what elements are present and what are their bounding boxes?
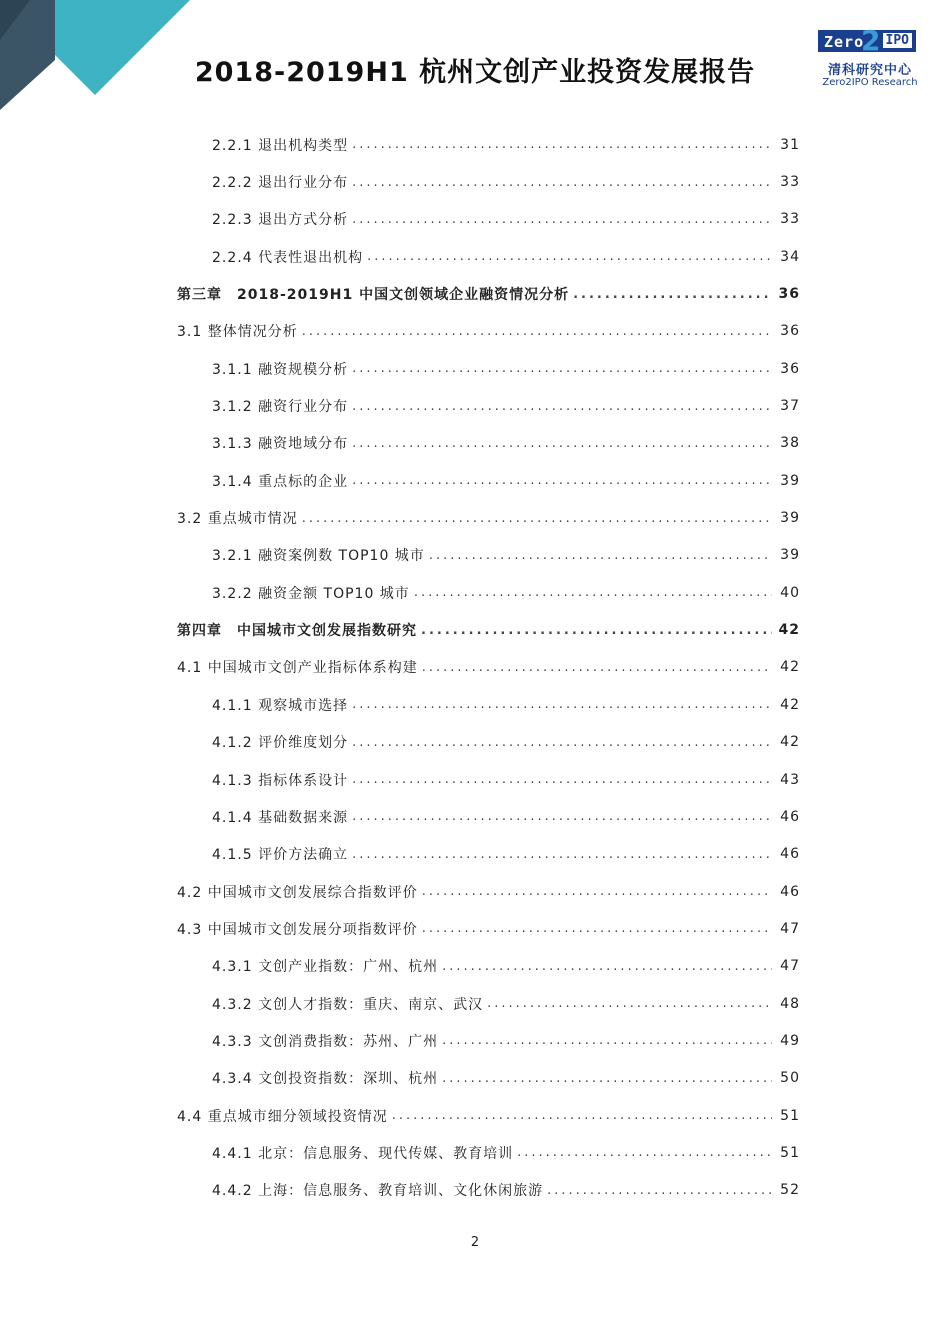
toc-entry-title: 2.2.3 退出方式分析 — [212, 212, 349, 229]
toc-chapter-entry[interactable] — [0, 275, 950, 312]
logo-english-name: Zero2IPO Research — [822, 77, 918, 88]
toc-entry-title: 3.1.2 融资行业分布 — [212, 399, 349, 416]
page-number: 2 — [470, 1235, 480, 1250]
toc-leader-dots — [352, 436, 772, 451]
toc-entry-title: 4.3.1 文创产业指数：广州、杭州 — [212, 959, 439, 976]
toc-section-entry[interactable] — [0, 910, 950, 947]
toc-leader-dots — [429, 548, 772, 563]
toc-leader-dots — [422, 660, 772, 675]
toc-subsection-entry[interactable] — [0, 238, 950, 275]
toc-subsection-entry[interactable] — [0, 350, 950, 387]
toc-subsection-entry[interactable] — [0, 425, 950, 462]
toc-entry-title: 3.1 整体情况分析 — [177, 324, 298, 341]
toc-entry-title: 2.2.2 退出行业分布 — [212, 175, 349, 192]
toc-leader-dots — [573, 287, 772, 302]
toc-entry-page: 36 — [778, 286, 800, 303]
toc-entry-page: 42 — [778, 622, 800, 639]
toc-entry-page: 49 — [780, 1032, 800, 1049]
toc-entry-title: 4.1 中国城市文创产业指标体系构建 — [177, 660, 418, 677]
report-title: 2018-2019H1 杭州文创产业投资发展报告 — [194, 57, 756, 88]
toc-entry-title: 2.2.4 代表性退出机构 — [212, 249, 364, 266]
toc-leader-dots — [352, 735, 772, 750]
toc-subsection-entry[interactable] — [0, 1060, 950, 1097]
toc-entry-page: 33 — [780, 174, 800, 191]
toc-subsection-entry[interactable] — [0, 686, 950, 723]
toc-leader-dots — [414, 585, 772, 600]
toc-subsection-entry[interactable] — [0, 761, 950, 798]
toc-section-entry[interactable] — [0, 499, 950, 536]
logo-zero-text: Zero — [824, 33, 865, 51]
toc-entry-title: 4.3.4 文创投资指数：深圳、杭州 — [212, 1071, 439, 1088]
toc-entry-page: 37 — [780, 398, 800, 415]
toc-entry-title: 4.4 重点城市细分领域投资情况 — [177, 1108, 388, 1125]
toc-entry-page: 34 — [780, 248, 800, 265]
toc-entry-title: 4.3.3 文创消费指数：苏州、广州 — [212, 1033, 439, 1050]
toc-subsection-entry[interactable] — [0, 387, 950, 424]
toc-subsection-entry[interactable] — [0, 985, 950, 1022]
toc-subsection-entry[interactable] — [0, 1172, 950, 1209]
toc-entry-page: 46 — [780, 846, 800, 863]
toc-section-entry[interactable] — [0, 649, 950, 686]
toc-leader-dots — [352, 809, 772, 824]
toc-leader-dots — [352, 772, 772, 787]
toc-entry-page: 51 — [780, 1144, 800, 1161]
toc-section-entry[interactable] — [0, 1097, 950, 1134]
toc-entry-page: 52 — [780, 1182, 800, 1199]
toc-leader-dots — [302, 324, 772, 339]
logo-chinese-name: 清科研究中心 — [827, 63, 912, 78]
toc-leader-dots — [352, 361, 772, 376]
toc-entry-page: 33 — [780, 211, 800, 228]
toc-entry-title: 4.1.5 评价方法确立 — [212, 847, 349, 864]
toc-entry-title: 4.4.2 上海：信息服务、教育培训、文化休闲旅游 — [212, 1183, 544, 1200]
toc-entry-title: 4.1.3 指标体系设计 — [212, 772, 349, 789]
toc-subsection-entry[interactable] — [0, 126, 950, 163]
toc-entry-title: 4.2 中国城市文创发展综合指数评价 — [177, 884, 418, 901]
toc-entry-title: 3.2.1 融资案例数 TOP10 城市 — [212, 548, 425, 565]
toc-leader-dots — [442, 1033, 772, 1048]
toc-leader-dots — [547, 1183, 772, 1198]
toc-section-entry[interactable] — [0, 313, 950, 350]
toc-entry-page: 36 — [780, 360, 800, 377]
toc-entry-page: 31 — [780, 136, 800, 153]
toc-subsection-entry[interactable] — [0, 163, 950, 200]
toc-entry-title: 3.1.4 重点标的企业 — [212, 473, 349, 490]
toc-entry-page: 43 — [780, 771, 800, 788]
toc-entry-page: 42 — [780, 734, 800, 751]
toc-subsection-entry[interactable] — [0, 1022, 950, 1059]
toc-entry-page: 47 — [780, 920, 800, 937]
toc-leader-dots — [442, 959, 772, 974]
toc-entry-title: 3.1.3 融资地域分布 — [212, 436, 349, 453]
toc-entry-page: 46 — [780, 883, 800, 900]
toc-subsection-entry[interactable] — [0, 201, 950, 238]
toc-entry-title: 第四章 中国城市文创发展指数研究 — [177, 623, 417, 640]
toc-entry-title: 4.3.2 文创人才指数：重庆、南京、武汉 — [212, 996, 484, 1013]
toc-entry-title: 3.2 重点城市情况 — [177, 511, 298, 528]
toc-entry-title: 4.1.1 观察城市选择 — [212, 697, 349, 714]
toc-entry-title: 4.3 中国城市文创发展分项指数评价 — [177, 921, 418, 938]
toc-entry-page: 39 — [780, 547, 800, 564]
toc-entry-title: 3.1.1 融资规模分析 — [212, 361, 349, 378]
toc-entry-page: 46 — [780, 808, 800, 825]
toc-entry-page: 36 — [780, 323, 800, 340]
toc-subsection-entry[interactable] — [0, 798, 950, 835]
toc-leader-dots — [352, 212, 772, 227]
toc-entry-page: 48 — [780, 995, 800, 1012]
toc-leader-dots — [392, 1108, 772, 1123]
toc-leader-dots — [352, 175, 772, 190]
toc-entry-title: 4.4.1 北京：信息服务、现代传媒、教育培训 — [212, 1145, 514, 1162]
toc-entry-page: 39 — [780, 472, 800, 489]
toc-subsection-entry[interactable] — [0, 836, 950, 873]
toc-entry-page: 47 — [780, 958, 800, 975]
toc-entry-page: 42 — [780, 659, 800, 676]
table-of-contents — [0, 126, 950, 1209]
toc-leader-dots — [302, 511, 772, 526]
toc-subsection-entry[interactable] — [0, 574, 950, 611]
toc-leader-dots — [487, 996, 772, 1011]
logo-two-text: 2 — [861, 24, 881, 57]
toc-entry-page: 38 — [780, 435, 800, 452]
toc-leader-dots — [352, 137, 772, 152]
toc-leader-dots — [352, 473, 772, 488]
toc-entry-page: 50 — [780, 1070, 800, 1087]
toc-entry-title: 4.1.2 评价维度划分 — [212, 735, 349, 752]
toc-leader-dots — [442, 1071, 772, 1086]
toc-leader-dots — [352, 399, 772, 414]
toc-entry-page: 40 — [780, 584, 800, 601]
toc-section-entry[interactable] — [0, 873, 950, 910]
toc-subsection-entry[interactable] — [0, 1134, 950, 1171]
toc-chapter-entry[interactable] — [0, 611, 950, 648]
toc-subsection-entry[interactable] — [0, 537, 950, 574]
toc-entry-page: 42 — [780, 696, 800, 713]
toc-entry-title: 第三章 2018-2019H1 中国文创领域企业融资情况分析 — [177, 287, 570, 304]
zero2ipo-logo — [815, 24, 925, 92]
toc-subsection-entry[interactable] — [0, 948, 950, 985]
toc-leader-dots — [422, 884, 772, 899]
toc-entry-page: 39 — [780, 510, 800, 527]
toc-leader-dots — [421, 623, 772, 638]
toc-entry-title: 4.1.4 基础数据来源 — [212, 809, 349, 826]
toc-leader-dots — [352, 847, 772, 862]
logo-ipo-text: IPO — [883, 33, 912, 48]
toc-entry-page: 51 — [780, 1107, 800, 1124]
toc-subsection-entry[interactable] — [0, 462, 950, 499]
toc-entry-title: 2.2.1 退出机构类型 — [212, 137, 349, 154]
toc-leader-dots — [352, 697, 772, 712]
toc-subsection-entry[interactable] — [0, 724, 950, 761]
toc-entry-title: 3.2.2 融资金额 TOP10 城市 — [212, 585, 410, 602]
toc-leader-dots — [422, 921, 772, 936]
toc-leader-dots — [367, 249, 772, 264]
toc-leader-dots — [517, 1145, 772, 1160]
